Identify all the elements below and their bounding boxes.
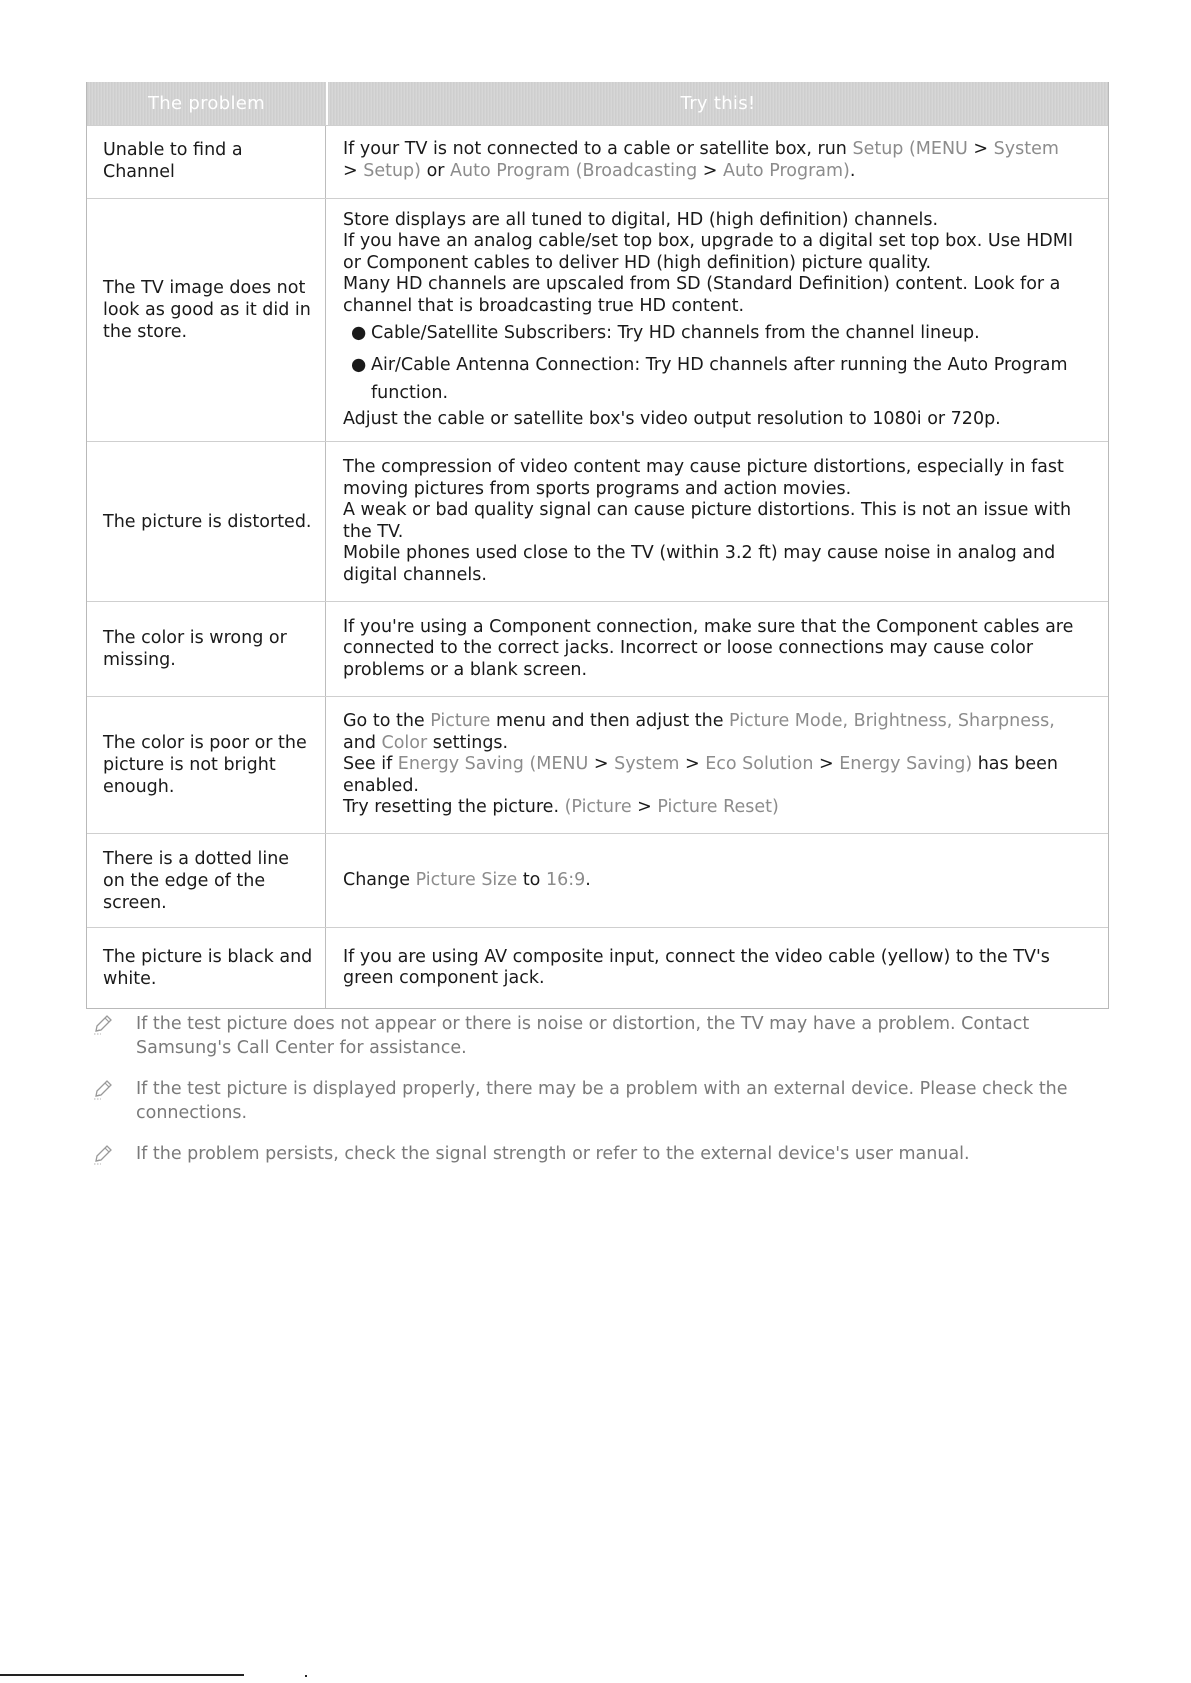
solution-line: See if Energy Saving (MENU > System > Eco Solution > Energy Saving) has been enabled. [343, 754, 1058, 796]
solution-line: Go to the Picture menu and then adjust the Picture Mode, Brightness, Sharpness, and Color settings. [343, 711, 1055, 753]
header-problem: The problem [87, 82, 328, 125]
solution-line: Change Picture Size to 16:9. [343, 869, 591, 890]
problem-cell: Unable to find a Channel [87, 126, 326, 198]
note-item [92, 1012, 1102, 1060]
bullet-dot: ● [351, 323, 367, 343]
solution-cell [326, 602, 1108, 696]
solution-line: Mobile phones used close to the TV (within 3.2 ft) may cause noise in analog and digital channels. [343, 543, 1056, 585]
table-row [87, 441, 1108, 601]
table-header [87, 82, 1108, 125]
problem-cell: The picture is black and white. [87, 928, 326, 1008]
solution-cell [326, 199, 1108, 441]
solution-line: Store displays are all tuned to digital, HD (high definition) channels. [343, 209, 939, 230]
note-item [92, 1142, 1102, 1166]
troubleshooting-table [86, 82, 1109, 1009]
footer-rule [0, 1674, 244, 1676]
note-item [92, 1077, 1102, 1125]
problem-cell: The color is wrong or missing. [87, 602, 326, 696]
solution-cell [326, 834, 1108, 927]
solution-line: If you have an analog cable/set top box, upgrade to a digital set top box. Use HDMI or Component cables to deliver HD (high definition) picture quality. [343, 231, 1074, 273]
notes-section [92, 1012, 1102, 1183]
problem-cell: The color is poor or the picture is not bright enough. [87, 697, 326, 833]
problem-cell: The TV image does not look as good as it did in the store. [87, 199, 326, 441]
note-text: If the test picture does not appear or there is noise or distortion, the TV may have a problem. Contact Samsung's Call Center for assistance. [136, 1014, 1030, 1058]
solution-line: Many HD channels are upscaled from SD (Standard Definition) content. Look for a channel that is broadcasting true HD content. [343, 274, 1061, 316]
problem-cell: The picture is distorted. [87, 442, 326, 601]
table-row [87, 696, 1108, 833]
note-text: If the problem persists, check the signal strength or refer to the external device's user manual. [136, 1144, 970, 1164]
pencil-note-icon [92, 1142, 136, 1166]
pencil-note-icon [92, 1077, 136, 1125]
solution-text: If your TV is not connected to a cable or satellite box, run Setup (MENU > System > Setup) or Auto Program (Broadcasting > Auto Program). [343, 139, 1059, 181]
solution-line: If you're using a Component connection, make sure that the Component cables are connected to the correct jacks. Incorrect or loose connections may cause color problems or a blank screen. [343, 616, 1074, 680]
bullet-item: ● Cable/Satellite Subscribers: Try HD channels from the channel lineup. [351, 323, 980, 343]
solution-line: A weak or bad quality signal can cause picture distortions. This is not an issue with the TV. [343, 500, 1072, 542]
bullet-item: ● Air/Cable Antenna Connection: Try HD channels after running the Auto Program function. [351, 355, 1068, 403]
solution-cell [326, 697, 1108, 833]
solution-line: If you are using AV composite input, connect the video cable (yellow) to the TV's green component jack. [343, 946, 1050, 988]
pencil-note-icon [92, 1012, 136, 1060]
table-row [87, 125, 1108, 198]
table-row [87, 601, 1108, 696]
header-try-this: Try this! [680, 93, 756, 114]
solution-line: The compression of video content may cause picture distortions, especially in fast moving pictures from sports programs and action movies. [343, 457, 1064, 499]
bullet-dot: ● [351, 355, 367, 375]
table-row [87, 198, 1108, 441]
footer-mark [305, 1675, 307, 1677]
table-row [87, 927, 1108, 1008]
solution-cell [326, 442, 1108, 601]
table-row [87, 833, 1108, 927]
solution-line: Adjust the cable or satellite box's video output resolution to 1080i or 720p. [343, 409, 1001, 429]
problem-cell: There is a dotted line on the edge of the screen. [87, 834, 326, 927]
solution-line: Try resetting the picture. (Picture > Picture Reset) [343, 797, 779, 818]
solution-cell [326, 928, 1108, 1008]
note-text: If the test picture is displayed properly, there may be a problem with an external device. Please check the connections. [136, 1079, 1068, 1123]
solution-cell [326, 126, 1108, 198]
